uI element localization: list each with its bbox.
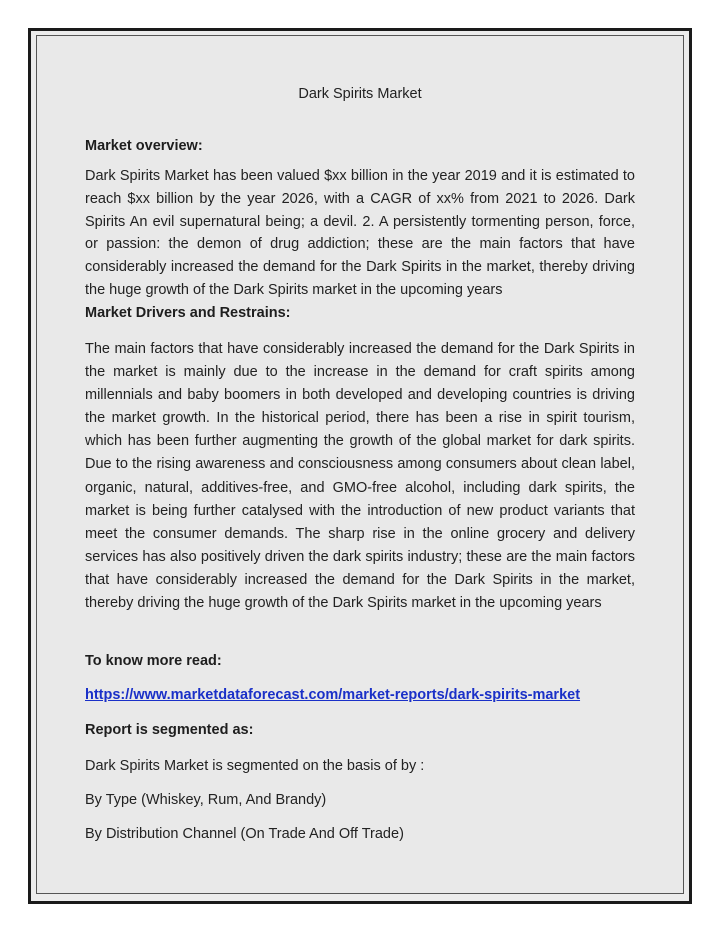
market-overview-paragraph: Dark Spirits Market has been valued $xx billion in the year 2019 and it is estimated to reach $xx billion by the year 2026, with a CAGR of xx% from 2021 to 2026. Dark Spirits An evil supernatural being; a devil. 2. A persistently tormenting person, force, or passion: the demon of drug addiction; these are the main factors that have considerably increased the demand for the Dark Spirits in the market, thereby driving the huge growth of the Dark Spirits market in the upcoming years <box>85 168 635 298</box>
document-title: Dark Spirits Market <box>298 86 422 102</box>
market-drivers-paragraph: The main factors that have considerably increased the demand for the Dark Spirits in the market is mainly due to the increase in the demand for craft spirits among millennials and baby boomers in both developed and developing countries is driving the market growth. In the historical period, there has been a rise in spirit tourism, which has been further augmenting the growth of the global market for dark spirits. Due to the rising awareness and consciousness among consumers about clean label, organic, natural, additives-free, and GMO-free alcohol, including dark spirits, the market is being further catalysed with the introduction of new product variants that meet the consumer demands. The sharp rise in the online grocery and delivery services has also positively driven the dark spirits industry; these are the main factors that have considerably increased the demand for the Dark Spirits in the market, thereby driving the huge growth of the Dark Spirits market in the upcoming years <box>85 341 635 612</box>
segmentation-intro: Dark Spirits Market is segmented on the basis of by : <box>85 758 425 774</box>
know-more-heading: To know more read: <box>85 653 222 669</box>
market-drivers-heading: Market Drivers and Restrains: <box>85 305 291 321</box>
report-link[interactable]: https://www.marketdataforecast.com/market-reports/dark-spirits-market <box>85 687 581 703</box>
segment-by-channel: By Distribution Channel (On Trade And Off Trade) <box>85 826 404 842</box>
segmentation-heading: Report is segmented as: <box>85 722 254 738</box>
market-overview-heading: Market overview: <box>85 138 203 154</box>
segment-by-type: By Type (Whiskey, Rum, And Brandy) <box>85 792 327 808</box>
